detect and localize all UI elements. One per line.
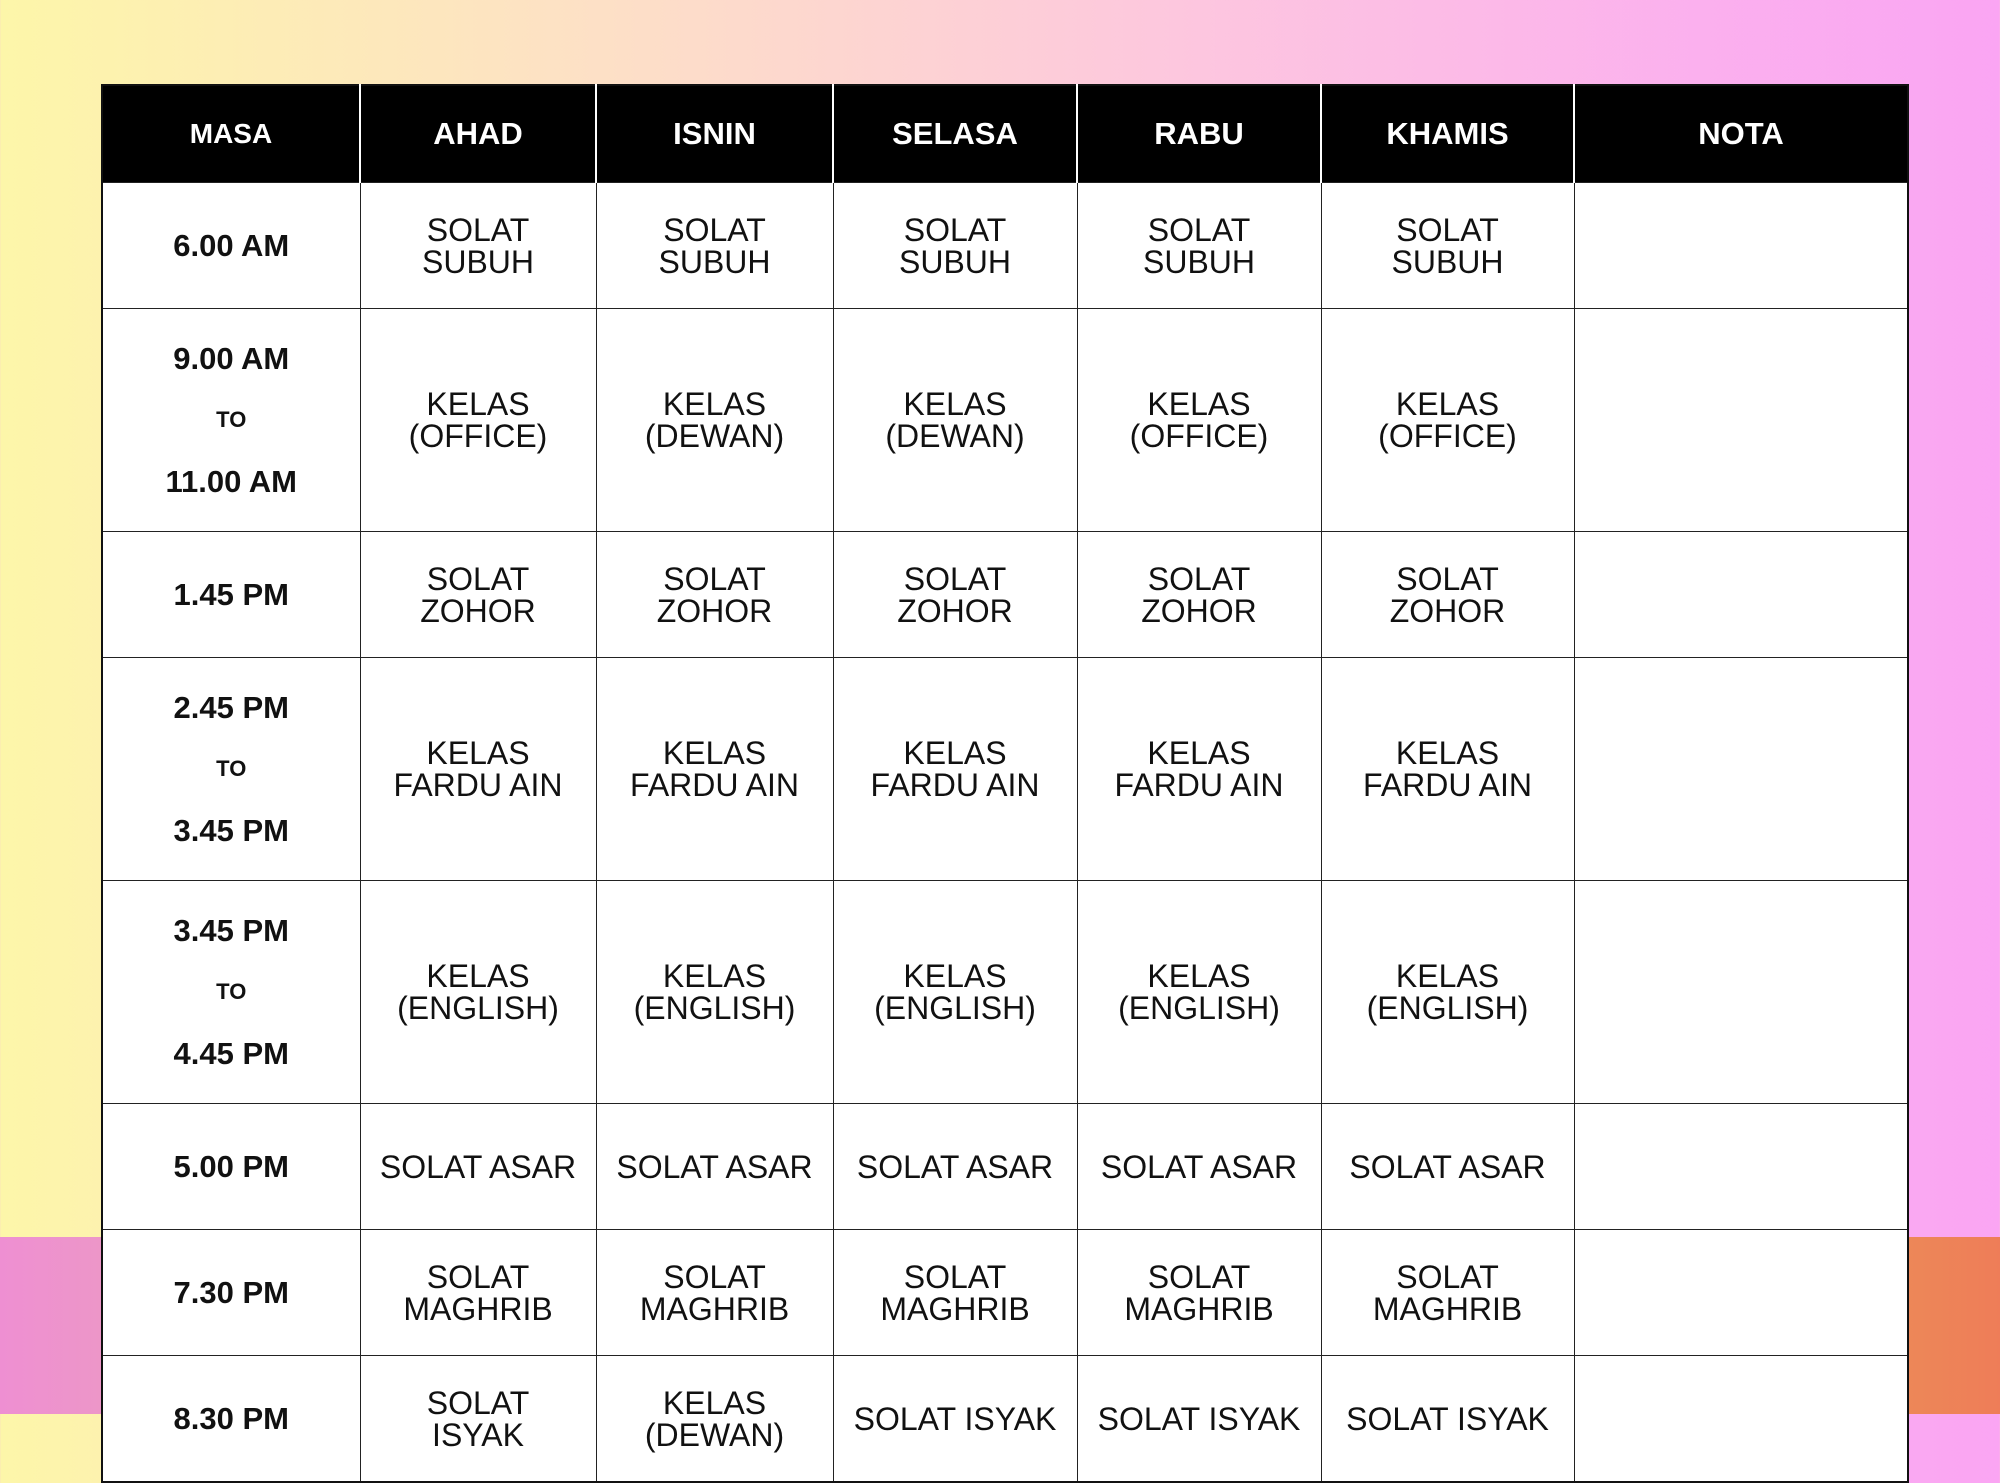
activity-cell-selasa: SOLAT ISYAK [833,1356,1077,1483]
activity-cell-khamis: SOLAT MAGHRIB [1321,1230,1574,1356]
time-range-cell [102,881,360,1104]
activity-cell-ahad: KELAS FARDU AIN [360,658,596,881]
activity-cell-khamis: KELAS FARDU AIN [1321,658,1574,881]
table-row [102,532,1908,658]
activity-cell-selasa: KELAS (ENGLISH) [833,881,1077,1104]
header-masa: MASA [102,85,360,183]
time-end: 4.45 PM [173,1036,289,1071]
nota-cell[interactable] [1574,183,1908,309]
nota-cell[interactable] [1574,881,1908,1104]
activity-cell-ahad: SOLAT ASAR [360,1104,596,1230]
time-cell: 5.00 PM [102,1104,360,1230]
activity-cell-isnin: KELAS (DEWAN) [596,1356,833,1483]
activity-cell-selasa: KELAS (DEWAN) [833,309,1077,532]
activity-cell-rabu: SOLAT ISYAK [1077,1356,1321,1483]
activity-cell-rabu: KELAS (ENGLISH) [1077,881,1321,1104]
header-row [102,85,1908,183]
table-row [102,1230,1908,1356]
nota-cell[interactable] [1574,309,1908,532]
activity-cell-selasa: SOLAT MAGHRIB [833,1230,1077,1356]
activity-cell-isnin: KELAS (DEWAN) [596,309,833,532]
nota-cell[interactable] [1574,1356,1908,1483]
time-cell: 8.30 PM [102,1356,360,1483]
header-nota: NOTA [1574,85,1908,183]
time-range-cell [102,309,360,532]
activity-cell-isnin: KELAS (ENGLISH) [596,881,833,1104]
activity-cell-isnin: SOLAT SUBUH [596,183,833,309]
activity-cell-rabu: SOLAT SUBUH [1077,183,1321,309]
time-range-cell [102,658,360,881]
activity-cell-khamis: SOLAT ASAR [1321,1104,1574,1230]
activity-cell-khamis: SOLAT SUBUH [1321,183,1574,309]
activity-cell-khamis: KELAS (ENGLISH) [1321,881,1574,1104]
activity-cell-selasa: SOLAT SUBUH [833,183,1077,309]
time-end: 3.45 PM [173,813,289,848]
time-start: 9.00 AM [173,341,290,376]
activity-cell-ahad: SOLAT ISYAK [360,1356,596,1483]
nota-cell[interactable] [1574,532,1908,658]
activity-cell-rabu: KELAS (OFFICE) [1077,309,1321,532]
activity-cell-ahad: KELAS (OFFICE) [360,309,596,532]
table-row [102,1104,1908,1230]
nota-cell[interactable] [1574,1104,1908,1230]
table-row [102,309,1908,532]
header-khamis: KHAMIS [1321,85,1574,183]
activity-cell-isnin: SOLAT MAGHRIB [596,1230,833,1356]
activity-cell-selasa: SOLAT ZOHOR [833,532,1077,658]
nota-cell[interactable] [1574,658,1908,881]
header-rabu: RABU [1077,85,1321,183]
time-cell: 6.00 AM [102,183,360,309]
activity-cell-isnin: KELAS FARDU AIN [596,658,833,881]
table-row [102,881,1908,1104]
weekly-timetable [101,84,1909,1483]
activity-cell-khamis: SOLAT ISYAK [1321,1356,1574,1483]
activity-cell-ahad: SOLAT MAGHRIB [360,1230,596,1356]
activity-cell-rabu: SOLAT ASAR [1077,1104,1321,1230]
time-cell: 1.45 PM [102,532,360,658]
table-row [102,183,1908,309]
activity-cell-ahad: KELAS (ENGLISH) [360,881,596,1104]
activity-cell-khamis: KELAS (OFFICE) [1321,309,1574,532]
table-row [102,1356,1908,1483]
header-isnin: ISNIN [596,85,833,183]
activity-cell-ahad: SOLAT SUBUH [360,183,596,309]
time-cell: 7.30 PM [102,1230,360,1356]
table-row [102,658,1908,881]
time-start: 2.45 PM [173,690,289,725]
activity-cell-selasa: SOLAT ASAR [833,1104,1077,1230]
activity-cell-khamis: SOLAT ZOHOR [1321,532,1574,658]
activity-cell-rabu: SOLAT MAGHRIB [1077,1230,1321,1356]
activity-cell-rabu: KELAS FARDU AIN [1077,658,1321,881]
header-ahad: AHAD [360,85,596,183]
time-to-label: TO [216,756,247,781]
time-to-label: TO [216,407,247,432]
activity-cell-rabu: SOLAT ZOHOR [1077,532,1321,658]
activity-cell-isnin: SOLAT ZOHOR [596,532,833,658]
header-selasa: SELASA [833,85,1077,183]
nota-cell[interactable] [1574,1230,1908,1356]
activity-cell-isnin: SOLAT ASAR [596,1104,833,1230]
time-to-label: TO [216,979,247,1004]
activity-cell-ahad: SOLAT ZOHOR [360,532,596,658]
activity-cell-selasa: KELAS FARDU AIN [833,658,1077,881]
time-end: 11.00 AM [165,464,298,499]
time-start: 3.45 PM [173,913,289,948]
